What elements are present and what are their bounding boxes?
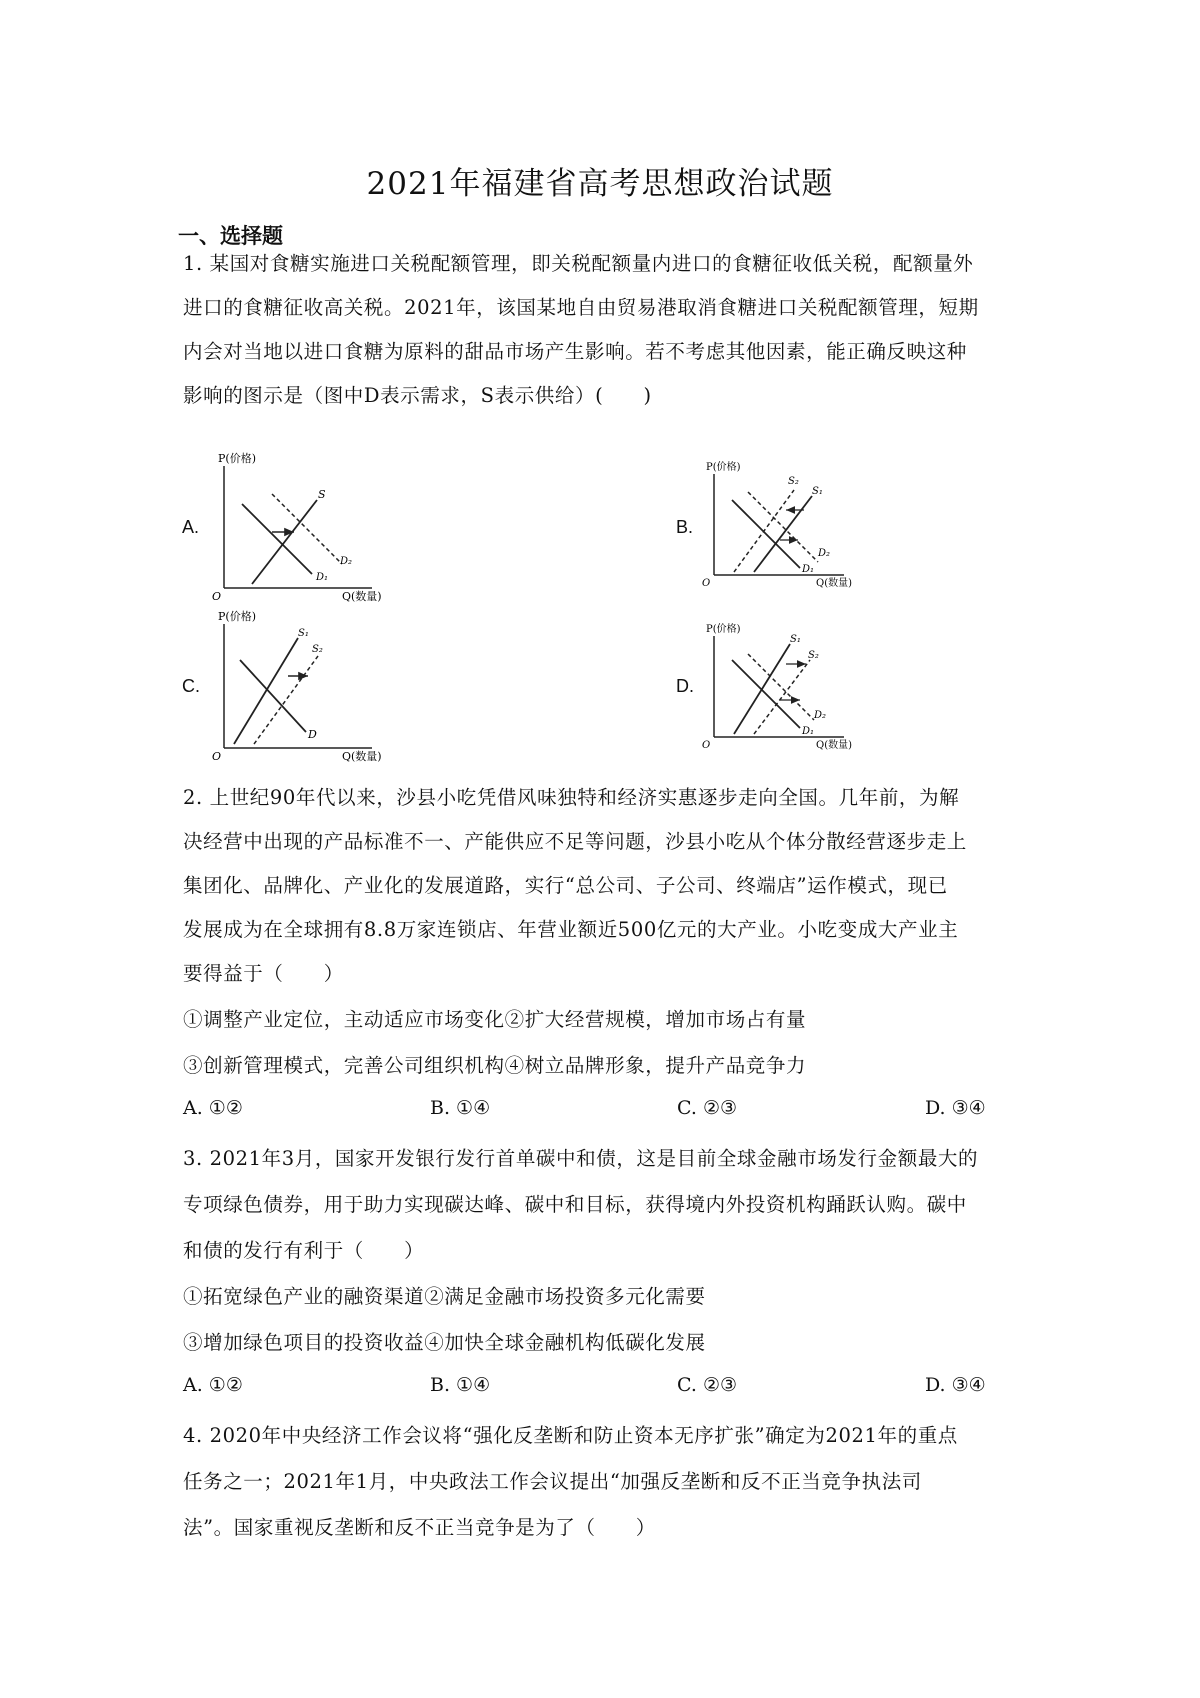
graph-c [212,608,412,764]
curve-label-d2: D₂ [814,710,827,721]
q3-option-b[interactable]: B. ①④ [430,1374,491,1396]
section-heading: 一、选择题 [178,224,283,248]
q3-line-3: 和债的发行有利于（ ） [183,1239,425,1262]
q-axis-label: Q(数量) [816,578,853,589]
demand-curve-d1 [732,660,800,728]
graph-d [704,622,904,752]
origin-label: O [702,578,711,589]
q4-line-2: 任务之一；2021年1月，中央政法工作会议提出“加强反垄断和反不正当竞争执法司 [183,1470,922,1493]
curve-label-s2: S₂ [788,476,799,487]
q2-item-1: ①调整产业定位，主动适应市场变化②扩大经营规模，增加市场占有量 [183,1008,807,1031]
graph-b [704,460,904,590]
q1-line-3: 内会对当地以进口食糖为原料的甜品市场产生影响。若不考虑其他因素，能正确反映这种 [183,340,967,363]
origin-label: O [702,740,711,751]
q3-item-2: ③增加绿色项目的投资收益④加快全球金融机构低碳化发展 [183,1331,706,1354]
curve-label-d1: D₁ [316,572,329,583]
q1-line-1: 1. 某国对食糖实施进口关税配额管理，即关税配额量内进口的食糖征收低关税，配额量外 [183,252,974,275]
q4-line-3: 法”。国家重视反垄断和反不正当竞争是为了（ ） [183,1516,656,1539]
q1-option-a-label[interactable]: A. [182,517,200,537]
curve-label-s1: S₁ [790,634,801,645]
q3-item-1: ①拓宽绿色产业的融资渠道②满足金融市场投资多元化需要 [183,1285,706,1308]
supply-curve-s1 [234,638,298,744]
p-axis-label: P(价格) [706,462,741,473]
q3-line-1: 3. 2021年3月，国家开发银行发行首单碳中和债，这是目前全球金融市场发行金额最大的 [183,1147,979,1170]
supply-curve-s2 [754,660,810,734]
p-axis-label: P(价格) [706,624,741,635]
demand-curve-d [240,660,306,732]
origin-label: O [212,590,222,603]
q2-line-1: 2. 上世纪90年代以来，沙县小吃凭借风味独特和经济实惠逐步走向全国。几年前，为解 [183,786,960,809]
origin-label: O [212,750,222,763]
q2-option-d[interactable]: D. ③④ [925,1097,986,1119]
demand-curve-d1 [242,504,312,574]
curve-label-s1: S₁ [812,486,823,497]
q2-option-b[interactable]: B. ①④ [430,1097,491,1119]
q-axis-label: Q(数量) [816,740,853,751]
p-axis-label: P(价格) [218,610,256,623]
curve-label-s: S [318,488,326,501]
q3-option-d[interactable]: D. ③④ [925,1374,986,1396]
graph-a [212,448,412,604]
demand-curve-d2 [272,494,342,564]
q-axis-label: Q(数量) [342,590,382,603]
q3-option-a[interactable]: A. ①② [183,1374,243,1396]
q4-line-1: 4. 2020年中央经济工作会议将“强化反垄断和防止资本无序扩张”确定为2021年的重点 [183,1424,958,1447]
curve-label-d1: D₁ [802,726,815,737]
curve-label-s1: S₁ [298,628,309,639]
curve-label-s2: S₂ [808,650,819,661]
q1-option-c-label[interactable]: C. [182,676,200,696]
q2-option-a[interactable]: A. ①② [183,1097,243,1119]
p-axis-label: P(价格) [218,452,256,465]
curve-label-d: D [308,728,317,741]
q2-line-2: 决经营中出现的产品标准不一、产能供应不足等问题，沙县小吃从个体分散经营逐步走上 [183,830,967,853]
q1-option-b-label[interactable]: B. [676,517,694,537]
q2-option-c[interactable]: C. ②③ [677,1097,738,1119]
q3-line-2: 专项绿色债券，用于助力实现碳达峰、碳中和目标，获得境内外投资机构踊跃认购。碳中 [183,1193,967,1216]
q2-item-2: ③创新管理模式，完善公司组织机构④树立品牌形象，提升产品竞争力 [183,1054,807,1077]
page-title: 2021年福建省高考思想政治试题 [366,166,834,202]
q1-line-4: 影响的图示是（图中D表示需求，S表示供给）( ) [183,384,652,407]
q-axis-label: Q(数量) [342,750,382,763]
curve-label-d1: D₁ [802,564,815,575]
q2-line-5: 要得益于（ ） [183,962,344,985]
supply-curve-s [252,500,317,584]
curve-label-d2: D₂ [818,548,831,559]
q2-line-3: 集团化、品牌化、产业化的发展道路，实行“总公司、子公司、终端店”运作模式，现已 [183,874,948,897]
curve-label-d2: D₂ [340,556,353,567]
curve-label-s2: S₂ [312,644,323,655]
q1-line-2: 进口的食糖征收高关税。2021年，该国某地自由贸易港取消食糖进口关税配额管理，短期 [183,296,979,319]
q1-option-d-label[interactable]: D. [676,676,694,696]
q3-option-c[interactable]: C. ②③ [677,1374,738,1396]
q2-line-4: 发展成为在全球拥有8.8万家连锁店、年营业额近500亿元的大产业。小吃变成大产业主 [183,918,959,941]
